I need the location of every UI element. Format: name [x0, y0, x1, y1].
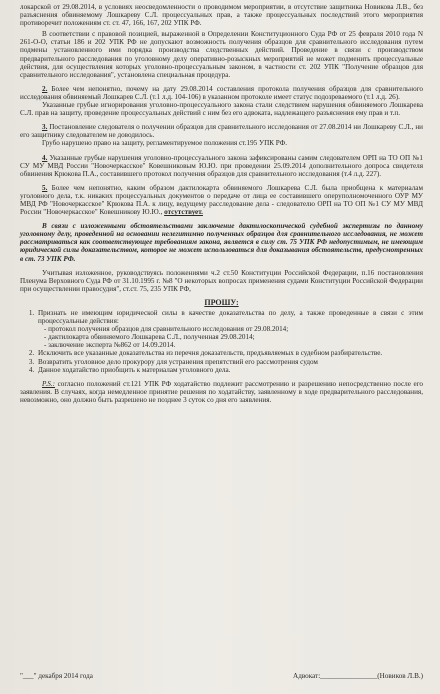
paragraph-guided-by: Учитывая изложенное, руководствуясь положениями ч.2 ст.50 Конституции Российской Федерации, п.16 постановления Пленума Верховного Суда РФ от 31.10.1995 г. №8 "О некоторых вопросах применения судами Конституции Российской Федерации при осуществлении правосудия", ст.ст. 75, 235 УПК РФ,	[20, 268, 423, 293]
paragraph-conclusion: В связи с изложенными обстоятельствами заключение дактилоскопической судебной экспертизы по данному уголовному делу, проведенной на основании нелегитимно полученных образцов для сравнительного исследования, не может рассматриваться как соответствующее требованиям закона, является в силу ст. 75 УПК РФ недопустимым, не имеющим юридической силы доказательством, которое не может использоваться для доказывания обстоятельств, предусмотренных в ст. 73 УПК РФ.	[20, 222, 423, 263]
request-1-sub-item: - дактилокарта обвиняемого Лошкарева С.Л., полученная 29.08.2014;	[44, 333, 255, 342]
point-2-number: 2.	[42, 84, 48, 93]
paragraph-point-3-follow: Грубо нарушено право на защиту, регламентируемое положения ст.195 УПК РФ.	[42, 139, 288, 148]
footer-date: "___" декабря 2014 года	[20, 672, 93, 680]
request-item-1: 1. Признать не имеющим юридической силы в качестве доказательства по делу, а также проведенные в связи с этим процессуальные действия: - протокол получения образцов для сравнительного исследования от 29.08.2014; - дактилокарта обвиняемого Лошкарева С.Л., полученная 29.08.2014; - заключение эксперта №862 от 14.09.2014.	[36, 309, 423, 349]
paragraph-constitutional-court: В соответствии с правовой позицией, выраженной в Определении Конституционного Суда РФ от 25 февраля 2010 года N 261-О-О, статьи 186 и 202 УПК РФ не допускают возможность получения образцов для сравнительного исследования путем подмены установленного ими порядка производства следственных действий. Проведение в связи с производством предварительного расследования по уголовному делу оперативно-розыскных мероприятий не может подменить процессуальные действия, для осуществления которых уголовно-процессуальным законом, в частности ст. 202 УПК "Получение образцов для сравнительного исследования", установлена специальная процедура.	[20, 30, 423, 79]
paragraph-point-4	[20, 154, 423, 178]
paragraph-postscript	[20, 380, 423, 404]
request-heading: ПРОШУ:	[204, 297, 239, 307]
postscript-label: P.S.:	[42, 379, 55, 388]
point-5-missing: отсутствует.	[164, 208, 203, 217]
request-list	[20, 309, 423, 374]
paragraph-point-3	[20, 123, 423, 139]
request-1-sub-item: - протокол получения образцов для сравнительного исследования от 29.08.2014;	[44, 325, 289, 334]
request-item-3: 3. Возвратить уголовное дело прокурору для устранения препятствий его рассмотрения судом	[36, 358, 423, 366]
paragraph-point-5	[20, 184, 423, 216]
point-3-text: Постановление следователя о получении образцов для сравнительного исследования от 27.08.2014 ни Лошкареву С.Л., ни его защитнику следователем не доводилось.	[20, 123, 423, 140]
point-4-text: Указанные грубые нарушения уголовно-процессуального закона зафиксированы самим следователем ОРП на ТО ОП №1 СУ МУ МВД России "Новочеркасское" Ковешниковым Ю.Ю. при проведении 25.09.2014 дополнительного допроса свидетеля обвинения Крюкова П.А., составившего протокол получения образцов для сравнительного исследования (т.4 л.д. 227).	[20, 153, 423, 178]
point-2-text: Более чем непонятно, почему на дату 29.08.2014 составления протокола получения образцов для сравнительного исследования обвиняемый Лошкарев С.Л. (т.1 л.д. 104-106) в указанном протоколе имеет статус подозреваемого (т.1 л.д. 26).	[20, 84, 423, 101]
paragraph-intro: локарской от 29.08.2014, в условиях неосведомленности о проводимом мероприятии, в отсутствие защитника Новикова Л.В., без разъяснения обвиняемому Лошкареву С.Л. процессуальных прав, а также процессуальных последствий этого мероприятия противоречит положениям ст. ст. 47, 166, 167, 202 УПК РФ.	[20, 3, 423, 28]
point-4-number: 4.	[42, 153, 48, 162]
paragraph-point-2	[20, 85, 423, 101]
signature-footer	[20, 672, 423, 680]
request-1-sub-item: - заключение эксперта №862 от 14.09.2014.	[44, 341, 176, 350]
postscript-text: согласно положений ст.121 УПК РФ ходатайство подлежит рассмотрению и разрешению непосредственно после его заявления. В случаях, когда немедленное принятие решения по ходатайству, заявленному в ходе предварительного расследования, невозможно, оно должно быть разрешено не позднее 3 суток со дня его заявления.	[20, 379, 423, 404]
request-item-4: 4. Данное ходатайство приобщить к материалам уголовного дела.	[36, 366, 423, 374]
footer-signature: Адвокат:________________(Новиков Л.В.)	[293, 672, 423, 680]
request-item-2: 2. Исключить все указанные доказательства из перечня доказательств, предъявляемых в судебном разбирательстве.	[36, 349, 423, 357]
point-3-number: 3.	[42, 123, 48, 132]
point-5-text: Более чем непонятно, каким образом дактилокарта обвиняемого Лошкарева С.Л. была приобщена к материалам уголовного дела, т.к. никаких процессуальных документов о передаче от лица ее составившего оперуполномоченного ОУР МУ МВД РФ "Новочеркасское" Крюкова П.А. к лицу, ведущему расследование дела - следователю ОРП на ТО ОП №1 СУ МУ МВД России "Новочеркасское" Ковешникову Ю.Ю.,	[20, 183, 423, 217]
point-5-number: 5.	[42, 183, 48, 192]
request-1-sublist	[38, 325, 423, 349]
paragraph-point-2-follow: Указанные грубые игнорирования уголовно-процессуального закона стали следствием нарушения обвиняемого Лошкарева С.Л. прав на защиту, проведение процессуальных действий с ним без его адвоката, надлежащего разъяснения ему прав и т.п.	[20, 101, 423, 118]
